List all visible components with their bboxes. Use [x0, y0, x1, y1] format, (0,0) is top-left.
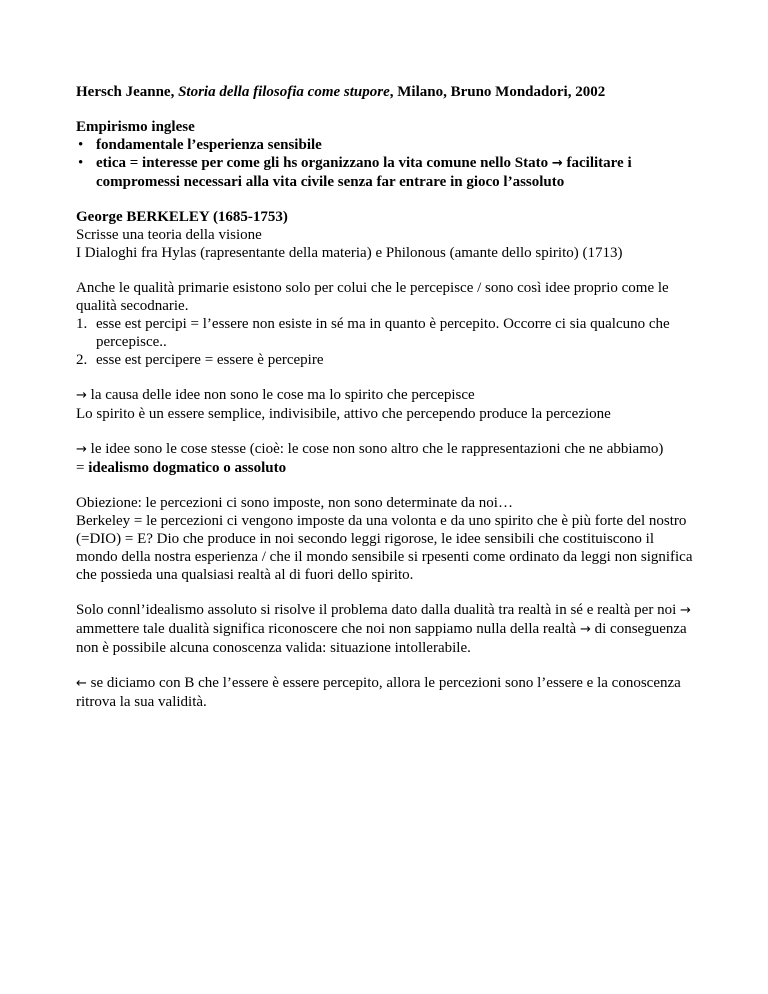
- idee-text: le idee sono le cose stesse (cioè: le cose non sono altro che le rappresentazioni che ne abbiamo): [86, 441, 664, 457]
- item-text: esse est percipere = essere è percepire: [96, 352, 324, 368]
- item-number: 1.: [76, 316, 88, 332]
- bullet-text: etica = interesse per come gli hs organizzano la vita comune nello Stato: [96, 155, 552, 171]
- arrow-right-icon: →: [680, 603, 691, 618]
- solo-text: di conseguenza non è possibile alcuna conoscenza valida: situazione intollerabile.: [76, 621, 687, 656]
- solo-text: ammettere tale dualità significa riconoscere che noi non sappiamo nulla della realtà: [76, 621, 580, 637]
- document-content: [76, 83, 696, 711]
- bullet-item: [76, 154, 696, 191]
- arrow-left-icon: ←: [76, 676, 87, 691]
- paragraph-qualita: Anche le qualità primarie esistono solo per colui che le percepisce / sono così idee proprio come le qualità secodnarie.: [76, 280, 669, 314]
- bullet-text: fondamentale l’esperienza sensibile: [96, 137, 322, 153]
- section-heading: Empirismo inglese: [76, 119, 195, 135]
- arrow-right-icon: →: [551, 156, 563, 171]
- berkeley-section: [76, 208, 696, 262]
- arrow-right-icon: →: [579, 622, 591, 637]
- berkeley-line: I Dialoghi fra Hylas (rapresentante della materia) e Philonous (amante dello spirito) (1713): [76, 245, 623, 261]
- citation: [76, 83, 696, 101]
- idee-line: [76, 459, 696, 477]
- causa-line: [76, 386, 696, 405]
- numbered-item: [76, 315, 696, 351]
- obiezione-line: Berkeley = le percezioni ci vengono imposte da una volonta e da uno spirito che è più forte del nostro (=DIO) = E? Dio che produce in noi secondo leggi rigorose, le idee sensibili che costituiscono il mondo della nostra esperienza / che il mondo sensibile si rpesenti come ordinato da leggi non significa che possieda una qualsiasi realtà al di fuori dello spirito.: [76, 513, 693, 583]
- bullet-icon: •: [78, 155, 84, 171]
- paragraph-causa: [76, 386, 696, 423]
- bullet-text-cont: facilitare i compromessi necessari alla vita civile senza far entrare in gioco l’assoluto: [96, 155, 632, 190]
- citation-rest: , Milano, Bruno Mondadori, 2002: [389, 84, 606, 100]
- bullet-list: [76, 136, 696, 191]
- citation-title: Storia della filosofia come stupore: [178, 84, 390, 100]
- arrow-right-icon: →: [76, 388, 87, 403]
- paragraph-idee: [76, 440, 696, 477]
- bullet-item: [76, 136, 696, 154]
- item-number: 2.: [76, 352, 88, 368]
- berkeley-line: Scrisse una teoria della visione: [76, 227, 262, 243]
- numbered-list: [76, 315, 696, 369]
- causa-line: Lo spirito è un essere semplice, indivisibile, attivo che percependo produce la percezione: [76, 406, 611, 422]
- citation-author: Hersch Jeanne,: [76, 84, 179, 100]
- idee-bold: idealismo dogmatico o assoluto: [88, 460, 287, 476]
- paragraph-obiezione: [76, 494, 696, 584]
- idee-eq: =: [76, 460, 89, 476]
- paragraph-solo: [76, 601, 696, 657]
- arrow-right-icon: →: [76, 442, 87, 457]
- item-text: esse est percipi = l’essere non esiste in sé ma in quanto è percepito. Occorre ci sia qualcuno che percepisce..: [96, 316, 670, 350]
- numbered-item: [76, 351, 696, 369]
- solo-text: Solo connl’idealismo assoluto si risolve il problema dato dalla dualità tra realtà in sé e realtà per noi: [76, 602, 680, 618]
- berkeley-heading: George BERKELEY (1685-1753): [76, 209, 288, 225]
- conclusione-text: se diciamo con B che l’essere è essere percepito, allora le percezioni sono l’essere e la conoscenza ritrova la sua validità.: [76, 675, 681, 710]
- obiezione-line: Obiezione: le percezioni ci sono imposte, non sono determinate da noi…: [76, 495, 513, 511]
- bullet-icon: •: [78, 137, 84, 153]
- idee-line: [76, 440, 696, 459]
- paragraph-conclusione: [76, 674, 696, 711]
- causa-text: la causa delle idee non sono le cose ma lo spirito che percepisce: [86, 387, 475, 403]
